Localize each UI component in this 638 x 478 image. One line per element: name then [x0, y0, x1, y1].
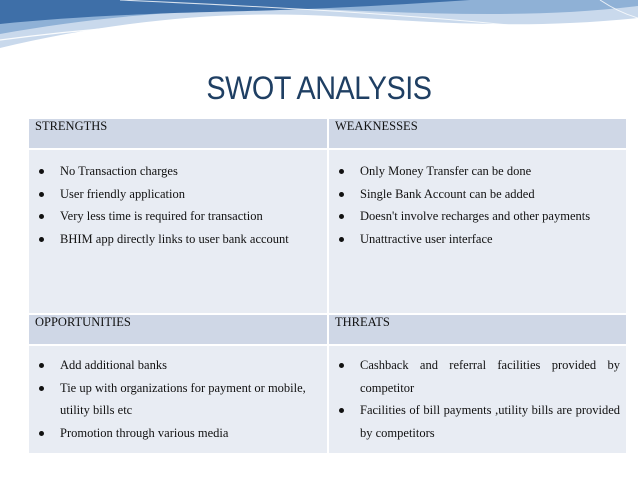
list-item: Add additional banks [35, 354, 321, 377]
opportunities-heading: OPPORTUNITIES [29, 315, 327, 344]
list-item: Cashback and referral facilities provided by competitor [335, 354, 620, 399]
list-item: Tie up with organizations for payment or mobile, utility bills etc [35, 377, 321, 422]
strengths-heading: STRENGTHS [29, 119, 327, 148]
list-item: Doesn't involve recharges and other payments [335, 205, 620, 228]
list-item: No Transaction charges [35, 160, 321, 183]
list-item: Very less time is required for transaction [35, 205, 321, 228]
weaknesses-list [335, 150, 620, 250]
header-wave-graphic [0, 0, 638, 80]
list-item: User friendly application [35, 183, 321, 206]
list-item: Unattractive user interface [335, 228, 620, 251]
weaknesses-heading: WEAKNESSES [329, 119, 626, 148]
list-item: Only Money Transfer can be done [335, 160, 620, 183]
list-item: Single Bank Account can be added [335, 183, 620, 206]
list-item: Facilities of bill payments ,utility bills are provided by competitors [335, 399, 620, 444]
threats-heading: THREATS [329, 315, 626, 344]
swot-table [27, 117, 628, 455]
threats-list [335, 346, 620, 444]
strengths-list [35, 150, 321, 250]
list-item: Promotion through various media [35, 422, 321, 445]
slide-title: SWOT ANALYSIS [206, 70, 432, 106]
strengths-cell [29, 150, 327, 313]
weaknesses-cell [329, 150, 626, 313]
list-item: BHIM app directly links to user bank account [35, 228, 321, 251]
threats-cell [329, 346, 626, 453]
opportunities-list [35, 346, 321, 444]
opportunities-cell [29, 346, 327, 453]
